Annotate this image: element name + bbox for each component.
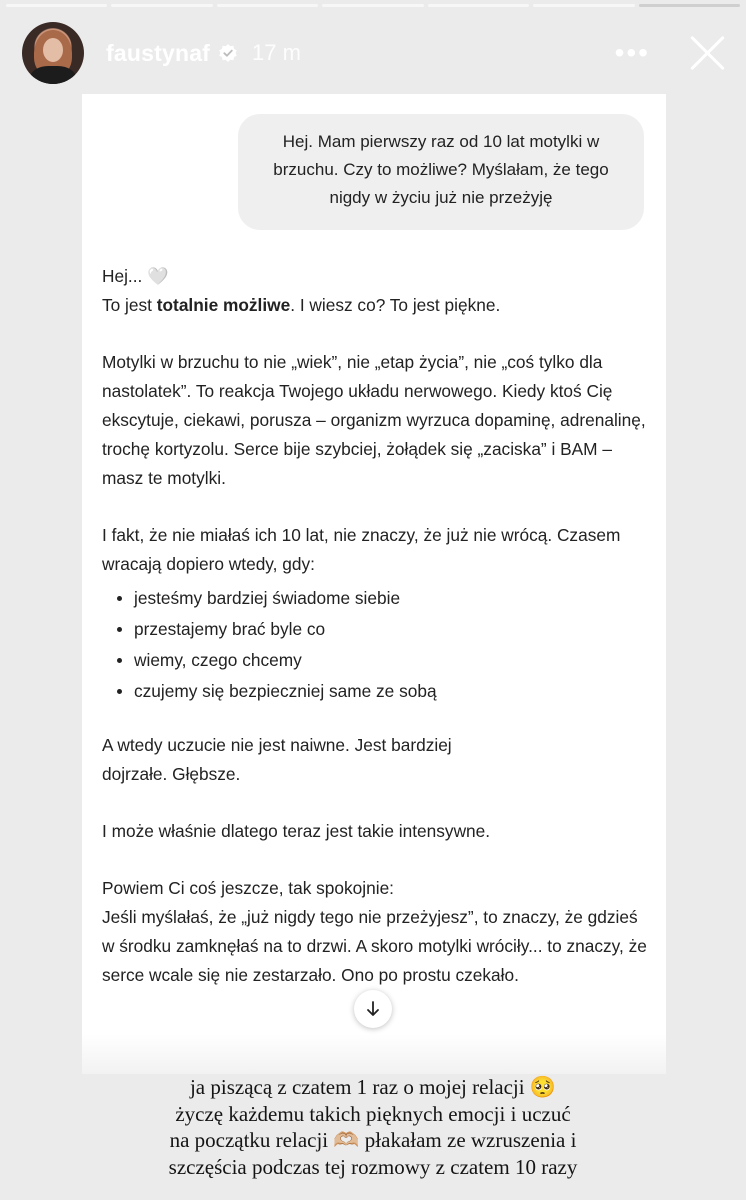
user-message-bubble: Hej. Mam pierwszy raz od 10 lat motylki w brzuchu. Czy to możliwe? Myślałam, że tego nigdy w życiu już nie przeżyję [238,114,644,230]
progress-segment [217,4,318,7]
response-line: Powiem Ci coś jeszcze, tak spokojnie: [102,878,394,898]
list-item: • jesteśmy bardziej świadome siebie [134,583,652,614]
arrow-down-icon [365,1000,381,1018]
list-item: • wiemy, czego chcemy [134,645,652,676]
response-line: To jest totalnie możliwe. I wiesz co? To jest piękne. [102,295,501,315]
progress-segment [6,4,107,7]
response-paragraph: I fakt, że nie miałaś ich 10 lat, nie znaczy, że już nie wrócą. Czasem wracają dopiero wtedy, gdy: [102,525,621,574]
caption-line: ja piszącą z czatem 1 raz o mojej relacji 🥺 [189,1075,557,1099]
scroll-down-button[interactable] [354,990,392,1028]
progress-segment [428,4,529,7]
chat-screenshot [82,94,666,1074]
progress-segment [322,4,423,7]
story-progress-bar [6,4,740,7]
greeting: Hej... 🤍 [102,266,169,286]
story-caption [0,1074,746,1180]
response-paragraph: Jeśli myślałaś, że „już nigdy tego nie przeżyjesz”, to znaczy, że gdzieś w środku zamknęłaś na to drzwi. A skoro motylki wróciły... to znaczy, że serce wcale się nie zestarzało. Ono po prostu czekało. [102,907,647,985]
list-item: • przestajemy brać byle co [134,614,652,645]
username[interactable]: faustynaf [106,39,211,66]
progress-segment-current [639,4,740,7]
caption-line: życzę każdemu takich pięknych emocji i uczuć [175,1101,571,1126]
response-line: A wtedy uczucie nie jest naiwne. Jest bardziej [102,735,452,755]
progress-segment [533,4,634,7]
response-paragraph: I może właśnie dlatego teraz jest takie intensywne. [102,821,491,841]
chat-bottom-fade [82,1034,666,1074]
list-item: • czujemy się bezpieczniej same ze sobą [134,676,652,707]
response-paragraph: Motylki w brzuchu to nie „wiek”, nie „etap życia”, nie „coś tylko dla nastolatek”. To reakcja Twojego układu nerwowego. Kiedy ktoś Cię ekscytuje, ciekawi, porusza – organizm wyrzuca dopaminę, adrenalinę, trochę kortyzolu. Serce bije szybciej, żołądek się „zaciska” i BAM – masz te motylki. [102,352,646,488]
verified-badge-icon [218,43,238,63]
story-header [22,22,728,84]
close-icon[interactable] [686,32,728,74]
bullet-list [102,583,652,707]
progress-segment [111,4,212,7]
avatar[interactable] [22,22,84,84]
more-icon[interactable]: ••• [614,37,650,68]
caption-line: szczęścia podczas tej rozmowy z czatem 10 razy [168,1154,578,1179]
post-time: 17 m [252,40,301,65]
response-line: dojrzałe. Głębsze. [102,764,241,784]
caption-line: na początku relacji 🫶🏼 płakałam ze wzruszenia i [169,1128,577,1152]
assistant-response [102,262,652,990]
